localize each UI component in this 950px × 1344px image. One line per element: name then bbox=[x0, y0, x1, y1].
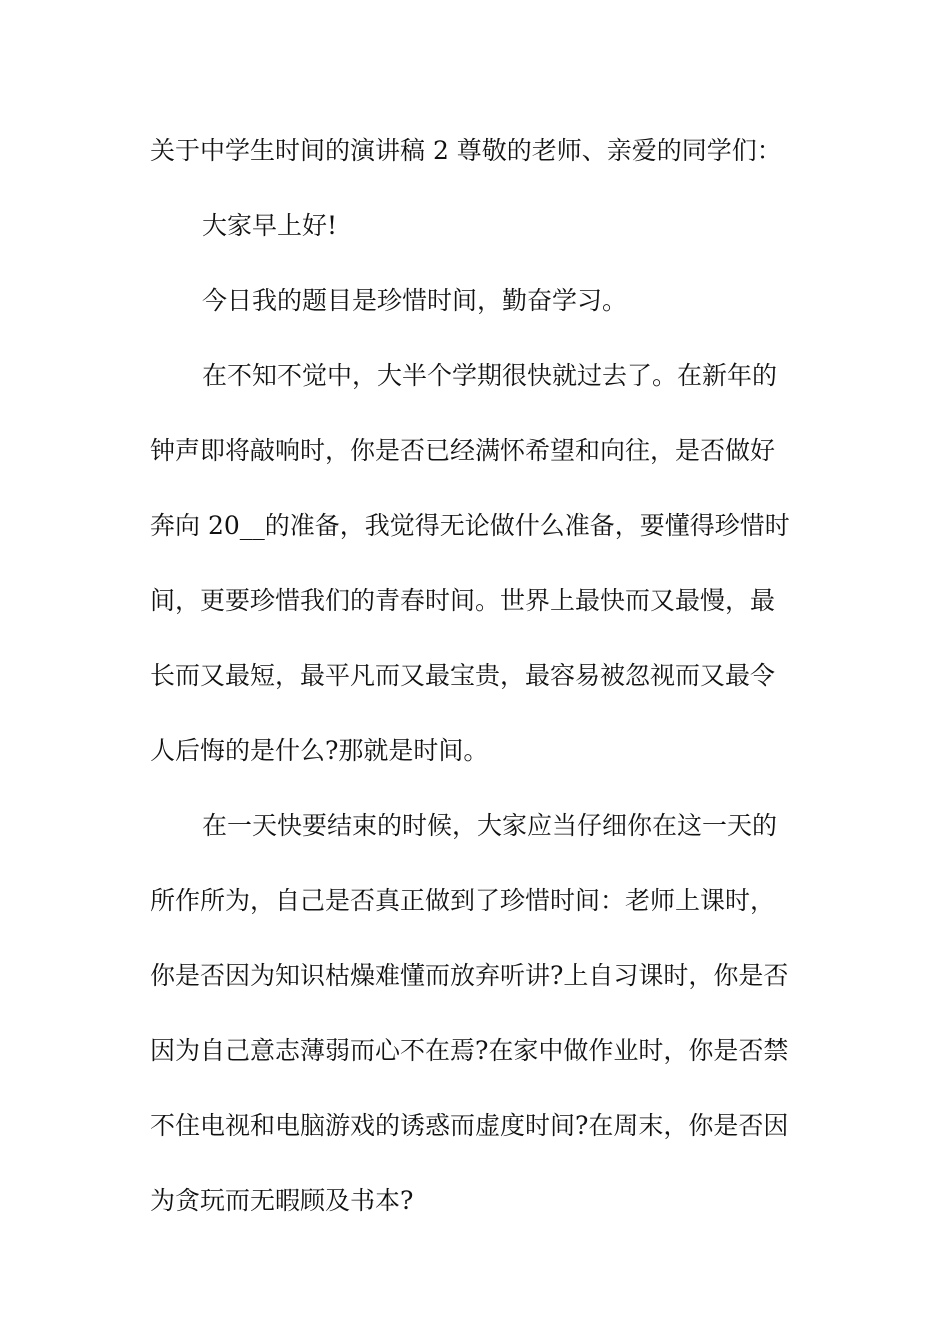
paragraph-line: 所作所为，自己是否真正做到了珍惜时间：老师上课时， bbox=[150, 886, 776, 915]
greeting-line: 大家早上好! bbox=[202, 211, 338, 240]
paragraph-line: 间，更要珍惜我们的青春时间。世界上最快而又最慢，最 bbox=[150, 586, 776, 615]
paragraph-line: 不住电视和电脑游戏的诱惑而虚度时间?在周末，你是否因 bbox=[150, 1111, 789, 1140]
paragraph-line: 在不知不觉中，大半个学期很快就过去了。在新年的 bbox=[202, 361, 778, 390]
paragraph-line: 在一天快要结束的时候，大家应当仔细你在这一天的 bbox=[202, 811, 778, 840]
topic-line: 今日我的题目是珍惜时间，勤奋学习。 bbox=[202, 286, 628, 315]
paragraph-line: 因为自己意志薄弱而心不在焉?在家中做作业时，你是否禁 bbox=[150, 1036, 789, 1065]
paragraph-line: 长而又最短，最平凡而又最宝贵，最容易被忽视而又最令 bbox=[150, 661, 776, 690]
paragraph-line: 奔向 20__的准备，我觉得无论做什么准备，要懂得珍惜时 bbox=[150, 511, 790, 540]
paragraph-line: 你是否因为知识枯燥难懂而放弃听讲?上自习课时，你是否 bbox=[150, 961, 789, 990]
paragraph-line: 人后悔的是什么?那就是时间。 bbox=[150, 736, 489, 765]
paragraph-line: 钟声即将敲响时，你是否已经满怀希望和向往，是否做好 bbox=[150, 436, 776, 465]
title-line: 关于中学生时间的演讲稿 2 尊敬的老师、亲爱的同学们： bbox=[150, 136, 782, 165]
paragraph-line: 为贪玩而无暇顾及书本? bbox=[150, 1186, 414, 1215]
